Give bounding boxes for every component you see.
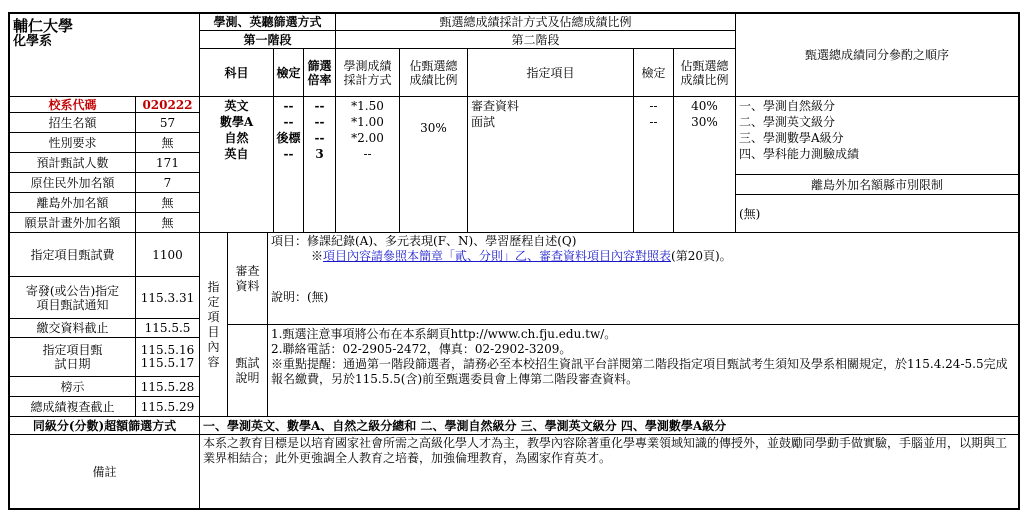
stage1-check: 後標 xyxy=(276,131,301,145)
dept-name: 化學系 xyxy=(13,34,53,49)
review-deadline-label: 總成績複查截止 xyxy=(10,397,136,417)
selection-title: 甄選總成績採計方式及佔總成績比例 xyxy=(336,14,736,31)
review-label: 審查資料 xyxy=(228,233,268,325)
stage1-subjects xyxy=(200,97,274,233)
stage2-pct: 40% xyxy=(691,99,718,113)
stage2-check: -- xyxy=(649,115,658,129)
info-value: 無 xyxy=(136,213,200,233)
review-items-line: 項目：修課紀錄(A)、多元表現(F、N)、學習歷程自述(Q) xyxy=(271,234,577,248)
notice-label: 寄發(或公告)指定項目甄試通知 xyxy=(10,277,136,319)
school-header xyxy=(10,14,200,97)
info-value: 無 xyxy=(136,193,200,213)
stage1-check: -- xyxy=(283,147,294,161)
result-label: 榜示 xyxy=(10,377,136,397)
deadline-label: 繳交資料截止 xyxy=(10,319,136,338)
tiebreak-item: 四、學科能力測驗成績 xyxy=(739,147,860,161)
calc-header: 學測成績採計方式 xyxy=(336,49,400,97)
review-note: 說明：(無) xyxy=(271,290,329,304)
pct2-header: 佔甄選總成績比例 xyxy=(674,49,736,97)
info-rows xyxy=(10,97,200,233)
info-value-code: 020222 xyxy=(136,97,200,113)
exam-date-label: 指定項目甄試日期 xyxy=(10,338,136,377)
stage1-subject: 英文 xyxy=(224,99,249,113)
info-label-code: 校系代碼 xyxy=(10,97,136,113)
stage1-ratio: -- xyxy=(314,99,325,113)
stage1-check: -- xyxy=(283,99,294,113)
stage2-item: 審查資料 xyxy=(471,99,520,113)
stage2-pct: 30% xyxy=(691,115,718,129)
interview-label: 甄試說明 xyxy=(228,325,268,417)
info-label: 招生名額 xyxy=(10,113,136,133)
stage2-item: 面試 xyxy=(471,115,496,129)
info-value: 171 xyxy=(136,153,200,173)
stage2-items xyxy=(468,97,634,233)
calc-value: *1.00 xyxy=(351,115,384,129)
info-label: 預計甄試人數 xyxy=(10,153,136,173)
stage1-check: -- xyxy=(283,115,294,129)
tiebreak-header: 甄選總成績同分參酌之順序 xyxy=(736,14,1018,97)
stage1-ratio: -- xyxy=(314,115,325,129)
fee-label: 指定項目甄試費 xyxy=(10,233,136,277)
pct-header: 佔甄選總成績比例 xyxy=(400,49,468,97)
stage1-header: 第一階段 xyxy=(200,31,336,49)
exam-date-value: 115.5.16 115.5.17 xyxy=(136,338,200,377)
tie-screen-value: 一、學測英文、數學A、自然之級分總和 二、學測自然級分 三、學測英文級分 四、學測數學A級分 xyxy=(200,417,1018,435)
island-limit-title: 離島外加名額縣市別限制 xyxy=(736,175,1018,195)
info-value: 無 xyxy=(136,133,200,153)
stage1-subject: 數學A xyxy=(219,115,254,129)
interview-text: 1.甄選注意事項將公布在本系網頁http://www.ch.fju.edu.tw/。 2.聯絡電話：02-2905-2472，傳真：02-2902-3209。 ※重點提醒：通過第一階段篩選者，請務必至本校招生資訊平台詳閱第二階段指定項目甄試考生須知及學系相關規定，於115.4.24-5.5完成報名繳費，另於115.5.5(含)前至甄選委員會上傳第二階段審查資料。 xyxy=(268,325,1018,417)
remarks-label: 備註 xyxy=(10,435,200,508)
info-label: 原住民外加名額 xyxy=(10,173,136,193)
designated-header: 指定項目 xyxy=(468,49,634,97)
review-deadline-value: 115.5.29 xyxy=(136,397,200,417)
island-limit-value: (無) xyxy=(736,195,1018,233)
stage2-pcts xyxy=(674,97,736,233)
stage1-checks xyxy=(274,97,304,233)
stage2-checks xyxy=(634,97,674,233)
review-link-line xyxy=(271,249,732,264)
admission-table xyxy=(8,12,1020,510)
remarks-text: 本系之教育目標是以培育國家社會所需之高級化學人才為主，教學內容除著重化學專業領域知識的傳授外，並鼓勵同學動手做實驗，手腦並用，以期與工業界相結合；此外更強調全人教育之培養，加強倫理教育，為國家作育英才。 xyxy=(203,436,1008,465)
stage2-check: -- xyxy=(649,99,658,113)
calc-value: -- xyxy=(363,147,372,161)
review-content xyxy=(268,233,1018,325)
deadline-value: 115.5.5 xyxy=(136,319,200,338)
fee-value: 1100 xyxy=(136,233,200,277)
calc-value: *1.50 xyxy=(351,99,384,113)
calc-values xyxy=(336,97,400,233)
tiebreak-list xyxy=(736,97,1018,175)
ratio-header: 篩選倍率 xyxy=(304,49,336,97)
info-label: 離島外加名額 xyxy=(10,193,136,213)
info-label: 願景計畫外加名額 xyxy=(10,213,136,233)
note-mark: ※ xyxy=(311,249,324,263)
page-ref: (第20頁)。 xyxy=(671,249,732,263)
stage1-ratios xyxy=(304,97,336,233)
stage1-subject: 英自 xyxy=(224,147,249,161)
result-value: 115.5.28 xyxy=(136,377,200,397)
screen-method-header: 學測、英聽篩選方式 xyxy=(200,14,336,31)
review-table-link[interactable]: 項目內容請參照本簡章「貳、分則」乙、審查資料項目內容對照表 xyxy=(323,249,672,263)
stage1-ratio: 3 xyxy=(315,147,324,161)
check-header: 檢定 xyxy=(274,49,304,97)
designated-vertical-label: 指定項目內容 xyxy=(200,233,228,417)
pct-value: 30% xyxy=(400,97,468,233)
info-value: 7 xyxy=(136,173,200,193)
stage2-header: 第二階段 xyxy=(336,31,736,49)
subject-header: 科目 xyxy=(200,49,274,97)
tie-screen-label: 同級分(分數)超額篩選方式 xyxy=(10,417,200,435)
info-label: 性別要求 xyxy=(10,133,136,153)
tiebreak-item: 一、學測自然級分 xyxy=(739,99,836,113)
school-name: 輔仁大學 xyxy=(13,17,74,35)
stage1-ratio: -- xyxy=(314,131,325,145)
stage1-subject: 自然 xyxy=(224,131,249,145)
calc-value: *2.00 xyxy=(351,131,384,145)
tiebreak-item: 二、學測英文級分 xyxy=(739,115,836,129)
tiebreak-item: 三、學測數學A級分 xyxy=(739,131,844,145)
notice-value: 115.3.31 xyxy=(136,277,200,319)
info-value: 57 xyxy=(136,113,200,133)
check2-header: 檢定 xyxy=(634,49,674,97)
